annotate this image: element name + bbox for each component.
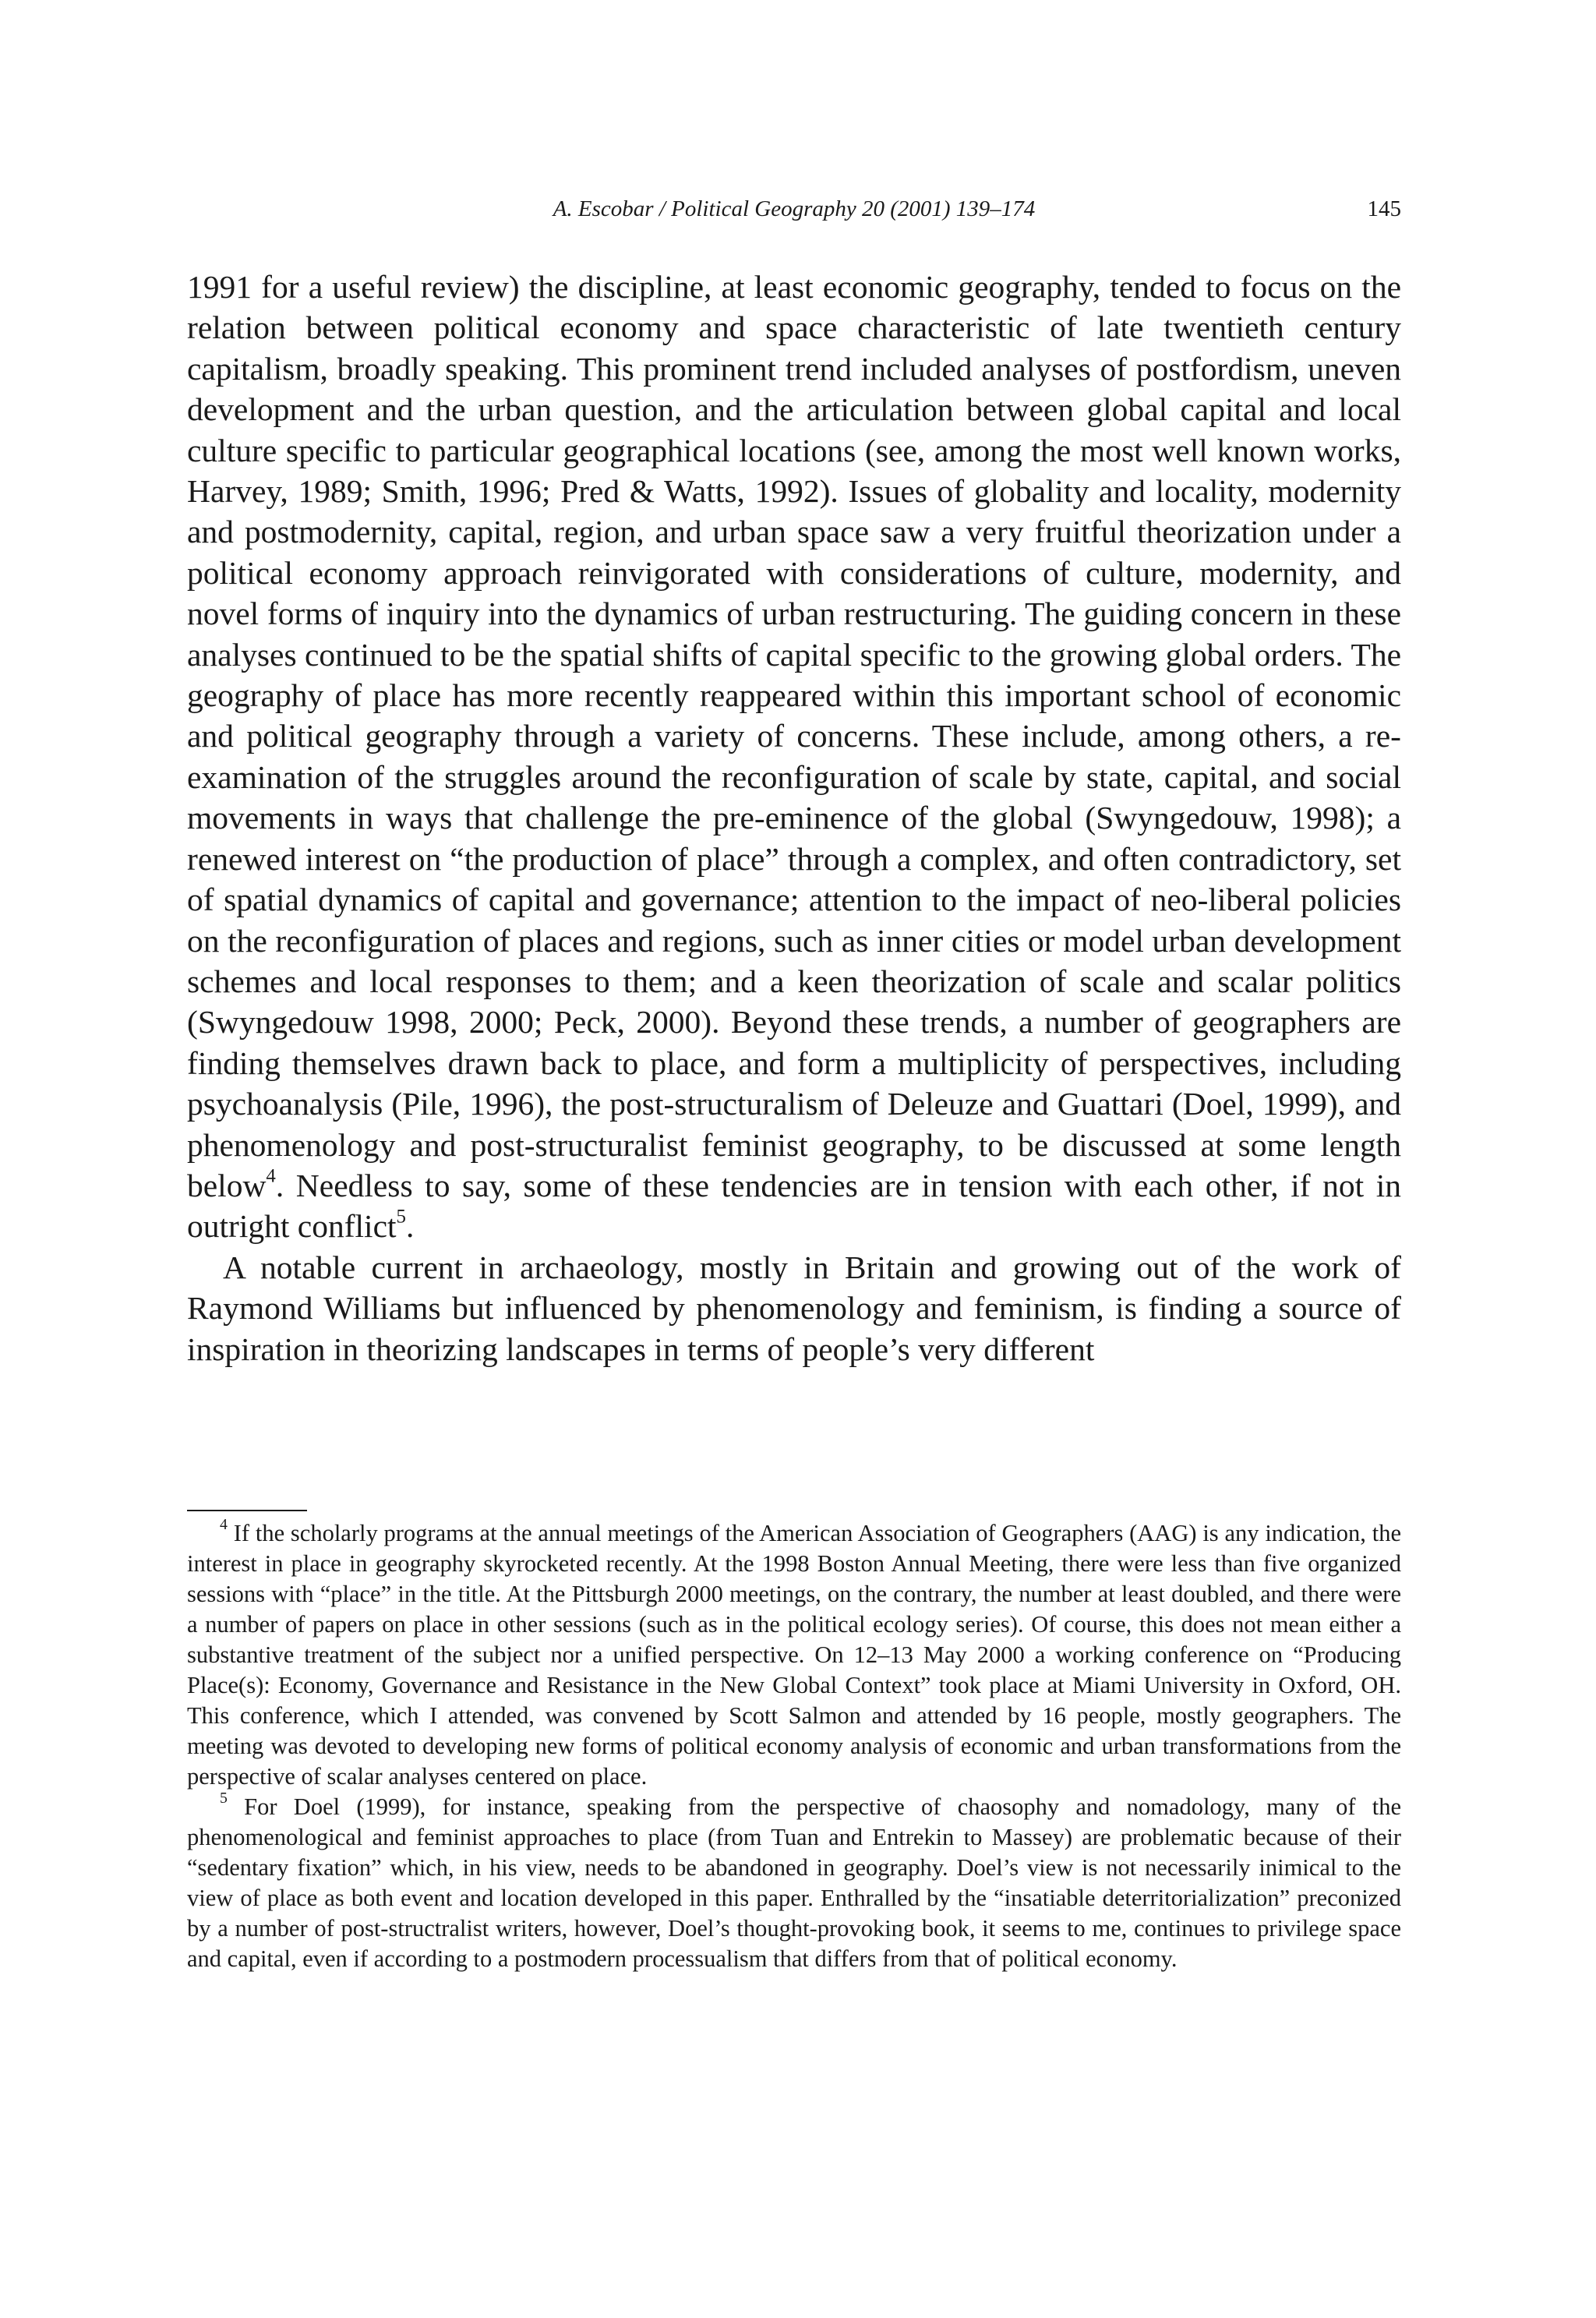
paragraph-1 [187, 267, 1401, 1247]
footnotes [187, 1518, 1401, 1974]
footnote-4 [187, 1518, 1401, 1792]
running-title: A. Escobar / Political Geography 20 (2001) 139–174 [553, 196, 1036, 221]
footnote-text: If the scholarly programs at the annual meetings of the American Association of Geographers (AAG) is any indication, the interest in place in geography skyrocketed recently. At the 1998 Boston Annual Meeting, there were less than five organized sessions with “place” in the title. At the Pittsburgh 2000 meetings, on the contrary, the number at least doubled, and there were a number of papers on place in other sessions (such as in the political ecology series). Of course, this does not mean either a substantive treatment of the subject nor a unified perspective. On 12–13 May 2000 a working conference on “Producing Place(s): Economy, Governance and Resistance in the New Global Context” took place at Miami University in Oxford, OH. This conference, which I attended, was convened by Scott Salmon and attended by 16 people, mostly geographers. The meeting was devoted to developing new forms of political economy analysis of economic and urban transformations from the perspective of scalar analyses centered on place. [187, 1520, 1401, 1790]
footnote-5 [187, 1792, 1401, 1974]
paragraph-1-end: . [406, 1208, 415, 1245]
footnote-text: For Doel (1999), for instance, speaking from the perspective of chaosophy and nomadology, many of the phenomenological and feminist approaches to place (from Tuan and Entrekin to Massey) are problematic because of their “sedentary fixation” which, in his view, needs to be abandoned in geography. Doel’s view is not necessarily inimical to the view of place as both event and location developed in this paper. Enthralled by the “insatiable deterritorialization” preconized by a number of post-structralist writers, however, Doel’s thought-provoking book, it seems to me, continues to privilege space and capital, even if according to a postmodern processualism that differs from that of political economy. [187, 1793, 1402, 1972]
footnote-number: 5 [220, 1790, 228, 1807]
paragraph-1-text-cont: . Needless to say, some of these tendencies are in tension with each other, if not in outright conflict [187, 1167, 1401, 1245]
footnote-separator [187, 1510, 307, 1511]
footnote-ref-5: 5 [396, 1206, 406, 1228]
paragraph-1-text: 1991 for a useful review) the discipline, at least economic geography, tended to focus on the relation between political economy and space characteristic of late twentieth century capitalism, broadly speaking. This prominent trend included analyses of postfordism, uneven development and the urban question, and the articulation between global capital and local culture specific to particular geographical locations (see, among the most well known works, Harvey, 1989; Smith, 1996; Pred & Watts, 1992). Issues of globality and locality, modernity and postmodernity, capital, region, and urban space saw a very fruitful theorization under a political economy approach reinvigorated with considerations of culture, modernity, and novel forms of inquiry into the dynamics of urban restructuring. The guiding concern in these analyses continued to be the spatial shifts of capital specific to the growing global orders. The geography of place has more recently reappeared within this important school of economic and political geography through a variety of concerns. These include, among others, a re-examination of the struggles around the reconfiguration of scale by state, capital, and social movements in ways that challenge the pre-eminence of the global (Swyngedouw, 1998); a renewed interest on “the production of place” through a complex, and often contradictory, set of spatial dynamics of capital and governance; attention to the impact of neo-liberal policies on the reconfiguration of places and regions, such as inner cities or model urban development schemes and local responses to them; and a keen theorization of scale and scalar politics (Swyngedouw 1998, 2000; Peck, 2000). Beyond these trends, a number of geographers are finding themselves drawn back to place, and form a multiplicity of perspectives, including psychoanalysis (Pile, 1996), the post-structuralism of Deleuze and Guattari (Doel, 1999), and phenomenology and post-structuralist feminist geography, to be discussed at some length below [187, 269, 1401, 1203]
main-text [187, 267, 1401, 1369]
page-number: 145 [1367, 196, 1401, 221]
footnote-number: 4 [220, 1516, 228, 1534]
paragraph-2: A notable current in archaeology, mostly in Britain and growing out of the work of Raymond Williams but influenced by phenomenology and feminism, is finding a source of inspiration in theorizing landscapes in terms of people’s very different [187, 1249, 1401, 1367]
running-header [187, 192, 1401, 226]
footnote-ref-4: 4 [266, 1165, 276, 1187]
